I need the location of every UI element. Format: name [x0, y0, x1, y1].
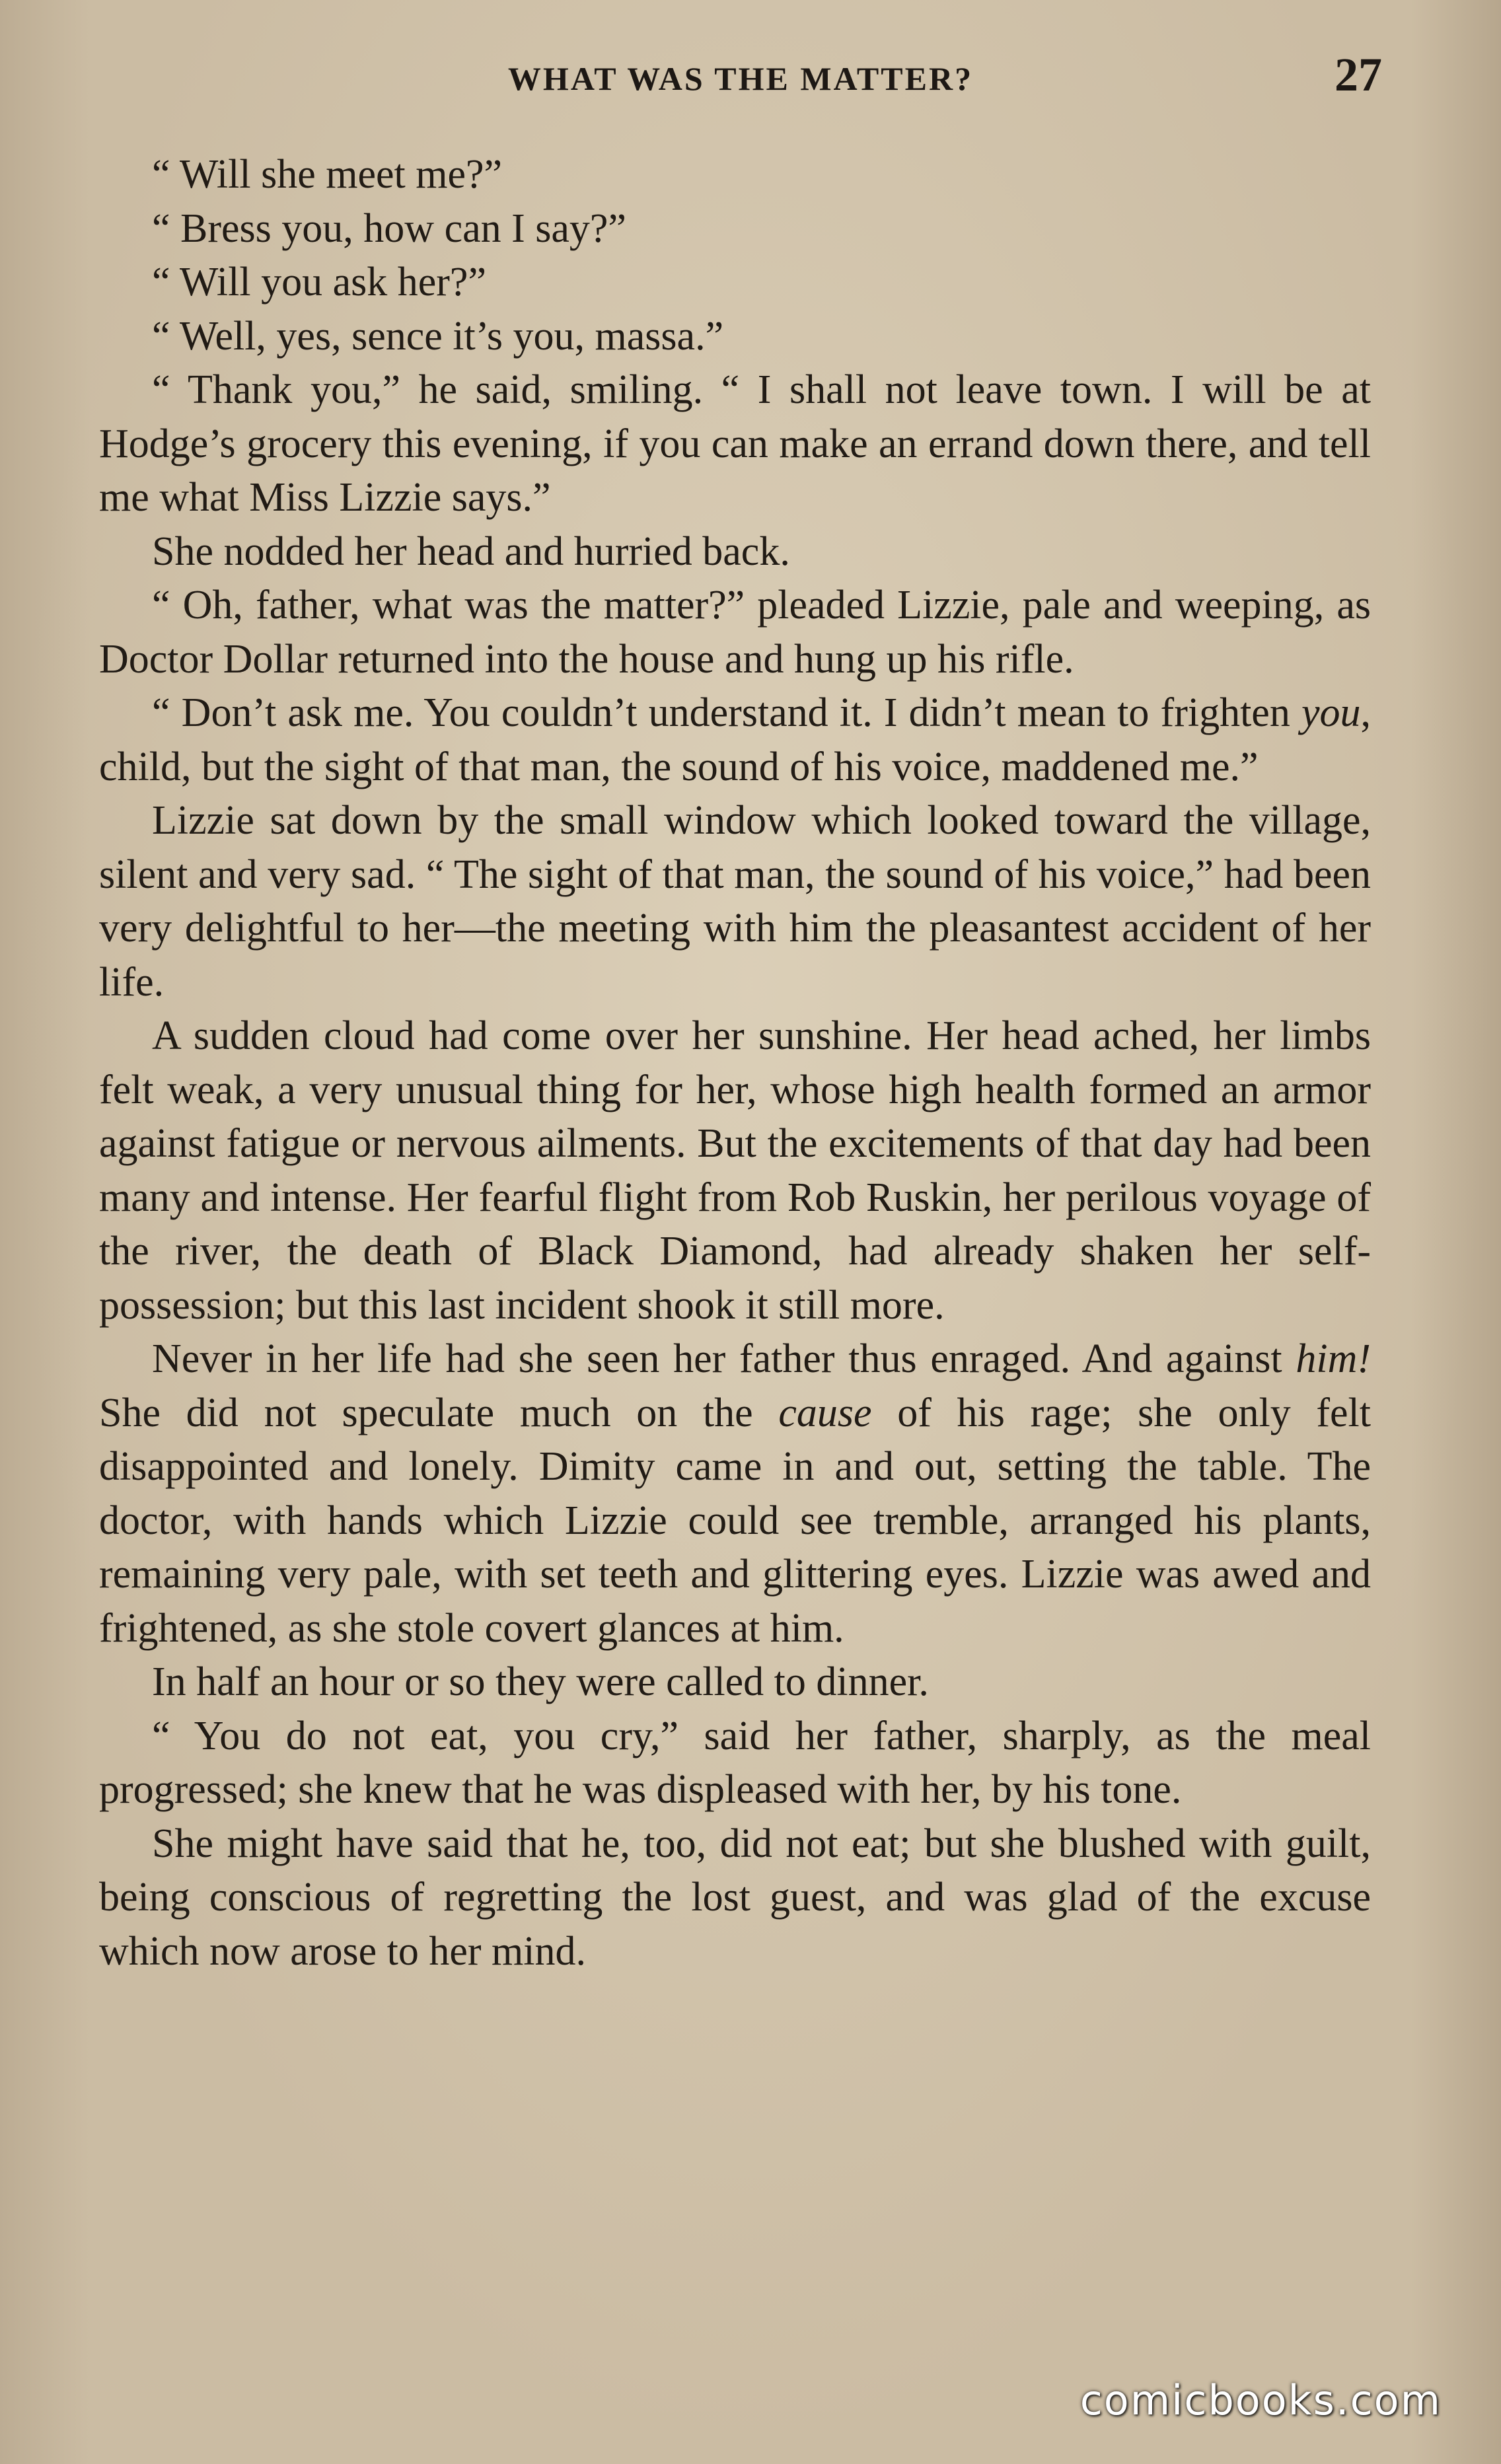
paragraph-4: “ Well, yes, sence it’s you, massa.”	[152, 313, 724, 359]
paragraph-2: “ Bress you, how can I say?”	[152, 205, 626, 251]
paragraph-12: In half an hour or so they were called to dinner.	[152, 1659, 929, 1704]
paragraph-11-part-3: of his rage; she only felt disappointed and lonely. Dimity came in and out, setting the table. The doctor, with hands which Lizzie could see tremble, arranged his plants, remaining very pale, with set teeth and glittering eyes. Lizzie was awed and frightened, as she stole covert glances at him.	[99, 1390, 1372, 1651]
paragraph-8	[99, 686, 1371, 794]
body-text	[99, 148, 1371, 1978]
paragraph-11	[99, 1332, 1371, 1655]
paragraph-11-emphasis-him: him!	[1296, 1336, 1371, 1381]
paragraph-8-emphasis: you	[1301, 690, 1361, 735]
running-head	[99, 48, 1382, 120]
paragraph-11-emphasis-cause: cause	[778, 1390, 872, 1435]
paragraph-13: “ You do not eat, you cry,” said her father, sharply, as the meal progressed; she knew that he was displeased with her, by his tone.	[99, 1713, 1371, 1812]
paragraph-7: “ Oh, father, what was the matter?” pleaded Lizzie, pale and weeping, as Doctor Dollar returned into the house and hung up his rifle.	[99, 583, 1371, 682]
paragraph-8-part-1: “ Don’t ask me. You couldn’t understand it. I didn’t mean to frighten	[152, 690, 1301, 735]
paragraph-1: “ Will she meet me?”	[152, 152, 503, 197]
paragraph-6: She nodded her head and hurried back.	[152, 528, 790, 574]
running-title: WHAT WAS THE MATTER?	[507, 60, 974, 97]
paragraph-11-part-1: Never in her life had she seen her father thus enraged. And against	[152, 1336, 1296, 1381]
paragraph-5: “ Thank you,” he said, smiling. “ I shall not leave town. I will be at Hodge’s grocery this evening, if you can make an errand down there, and tell me what Miss Lizzie says.”	[99, 367, 1371, 520]
paragraph-8-part-2: , child, but the sight of that man, the sound of his voice, maddened me.”	[99, 690, 1371, 789]
paragraph-14: She might have said that he, too, did not eat; but she blushed with guilt, being conscious of regretting the lost guest, and was glad of the excuse which now arose to her mind.	[99, 1821, 1371, 1974]
paragraph-10: A sudden cloud had come over her sunshine. Her head ached, her limbs felt weak, a very unusual thing for her, whose high health formed an armor against fatigue or nervous ailments. But the excitements of that day had been many and intense. Her fearful flight from Rob Ruskin, her perilous voyage of the river, the death of Black Diamond, had already shaken her self-possession; but this last incident shook it still more.	[99, 1013, 1371, 1328]
paragraph-3: “ Will you ask her?”	[152, 260, 486, 305]
page-number: 27	[1335, 48, 1382, 101]
paragraph-11-part-2: She did not speculate much on the	[99, 1390, 779, 1435]
watermark-text: comicbooks.com	[1080, 2376, 1442, 2424]
paragraph-9: Lizzie sat down by the small window which looked toward the village, silent and very sad. “ The sight of that man, the sound of his voice,” had been very delightful to her—the meeting with him the pleasantest accident of her life.	[99, 798, 1371, 1005]
